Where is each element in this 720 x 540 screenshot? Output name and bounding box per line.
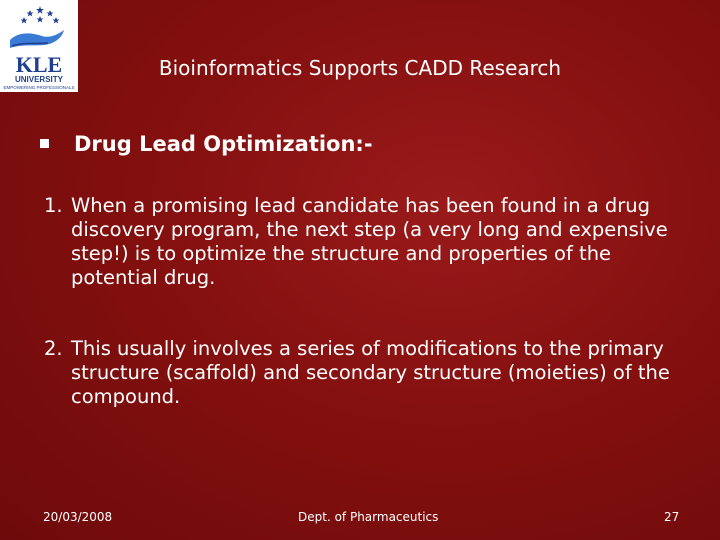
footer-date: 20/03/2008	[43, 510, 113, 524]
footer-department: Dept. of Pharmaceutics	[298, 510, 439, 524]
list-item-text: When a promising lead candidate has been found in a drug discovery program, the next step (a very long and expensive step!) is to optimize the structure and properties of the potential drug.	[71, 194, 668, 289]
slide-title: Bioinformatics Supports CADD Research	[158, 56, 562, 80]
stars-icon	[21, 6, 60, 24]
logo-name: KLE	[15, 52, 63, 77]
list-item-text: This usually involves a series of modifications to the primary structure (scaffold) and secondary structure (moieties) of the compound.	[71, 337, 670, 408]
footer-page-number: 27	[664, 510, 680, 524]
logo-subtitle: UNIVERSITY	[14, 75, 64, 84]
bullet-heading-text: Drug Lead Optimization:-	[74, 132, 373, 156]
square-bullet-icon	[40, 139, 49, 148]
hand-icon	[10, 30, 64, 48]
university-logo	[0, 0, 78, 92]
list-item-number: 1.	[44, 194, 63, 217]
list-item-number: 2.	[44, 337, 63, 360]
logo-tagline: EMPOWERING PROFESSIONALS	[3, 85, 75, 90]
